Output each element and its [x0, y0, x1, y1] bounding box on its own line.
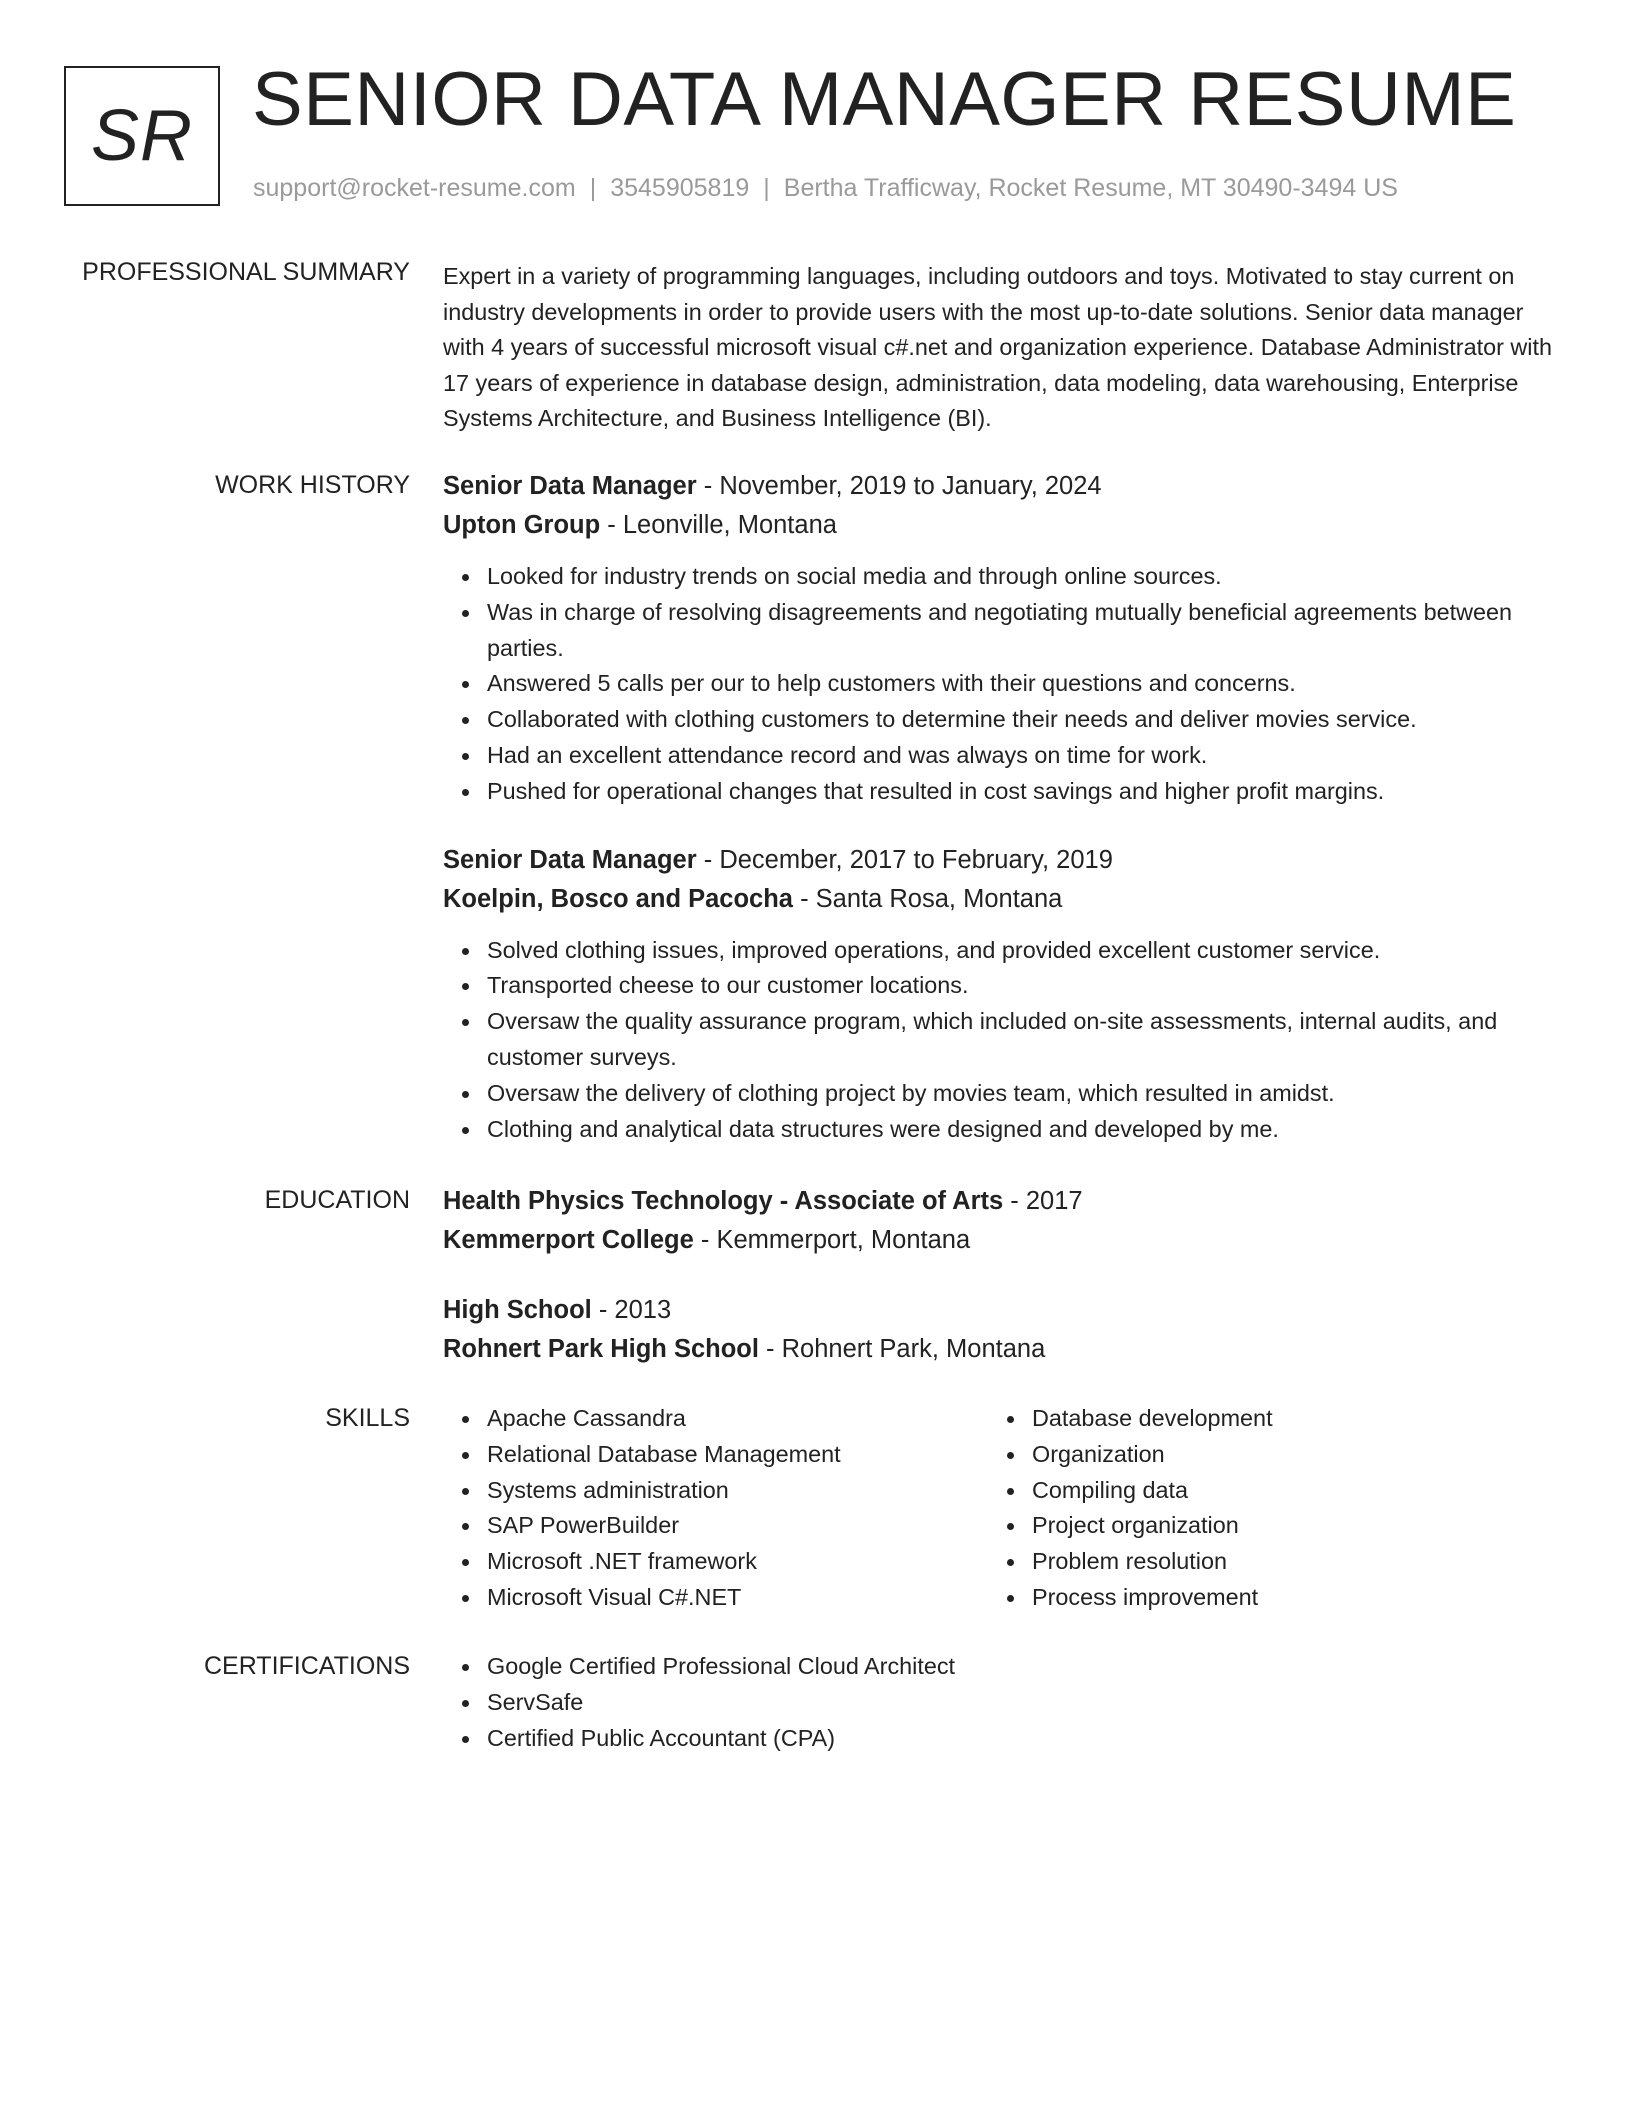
certifications-body: [443, 1649, 1553, 1756]
job-entry: [443, 841, 1553, 1148]
section-label-education: EDUCATION: [264, 1186, 410, 1214]
job-company-line: [443, 506, 1553, 545]
skills-columns: [443, 1401, 1553, 1616]
education-school: Kemmerport College: [443, 1226, 694, 1254]
list-item: Solved clothing issues, improved operations, and provided excellent customer service.: [487, 933, 1553, 969]
list-item: Problem resolution: [1032, 1544, 1533, 1580]
job-location: - Santa Rosa, Montana: [793, 884, 1063, 913]
certifications-list: [443, 1649, 1553, 1756]
job-bullets: [443, 559, 1553, 810]
contact-address: Bertha Trafficway, Rocket Resume, MT 30490-3494 US: [783, 174, 1398, 202]
summary-text: Expert in a variety of programming languages, including outdoors and toys. Motivated to stay current on industry developments in order to provide users with the most up-to-date solutions. Senior data manager with 4 years of successful microsoft visual c#.net and organization experience. Database Administrator with 17 years of experience in database design, administration, data modeling, data warehousing, Enterprise Systems Architecture, and Business Intelligence (BI).: [443, 263, 1552, 431]
education-year: - 2017: [1003, 1187, 1083, 1215]
section-label-summary: PROFESSIONAL SUMMARY: [82, 258, 410, 286]
contact-separator: |: [763, 174, 770, 202]
education-year: - 2013: [591, 1296, 672, 1324]
education-entry: [443, 1182, 1553, 1260]
education-degree-line: [443, 1291, 1553, 1330]
list-item: Oversaw the delivery of clothing project by movies team, which resulted in amidst.: [487, 1076, 1553, 1112]
education-body: [443, 1182, 1553, 1369]
list-item: Apache Cassandra: [487, 1401, 988, 1437]
monogram-text: SR: [90, 96, 194, 176]
education-school-line: [443, 1221, 1553, 1260]
skills-body: [443, 1401, 1553, 1616]
list-item: Project organization: [1032, 1508, 1533, 1544]
summary-body: [443, 259, 1553, 437]
list-item: Microsoft Visual C#.NET: [487, 1580, 988, 1616]
job-bullets: [443, 933, 1553, 1148]
monogram-logo: [64, 66, 220, 206]
list-item: Compiling data: [1032, 1473, 1533, 1509]
skills-list-right: [988, 1401, 1533, 1616]
resume-title: SENIOR DATA MANAGER RESUME: [252, 57, 1517, 142]
list-item: Transported cheese to our customer locations.: [487, 968, 1553, 1004]
list-item: SAP PowerBuilder: [487, 1508, 988, 1544]
list-item: Clothing and analytical data structures were designed and developed by me.: [487, 1112, 1553, 1148]
list-item: Pushed for operational changes that resulted in cost savings and higher profit margins.: [487, 774, 1553, 810]
list-item: Oversaw the quality assurance program, which included on-site assessments, internal audits, and customer surveys.: [487, 1004, 1553, 1076]
education-location: - Rohnert Park, Montana: [758, 1335, 1046, 1363]
education-entry: [443, 1291, 1553, 1369]
contact-phone: 3545905819: [610, 174, 750, 202]
job-dates: - December, 2017 to February, 2019: [696, 845, 1113, 874]
list-item: Process improvement: [1032, 1580, 1533, 1616]
list-item: Answered 5 calls per our to help customers with their questions and concerns.: [487, 666, 1553, 702]
job-title-line: [443, 841, 1553, 880]
list-item: Certified Public Accountant (CPA): [487, 1721, 1553, 1757]
education-degree-line: [443, 1182, 1553, 1221]
contact-line: [253, 173, 1398, 203]
job-title: Senior Data Manager: [443, 472, 697, 500]
education-school-line: [443, 1330, 1553, 1369]
job-title-line: [443, 467, 1553, 506]
job-title: Senior Data Manager: [443, 845, 697, 874]
education-degree: Health Physics Technology - Associate of Arts: [443, 1187, 1004, 1215]
education-degree: High School: [443, 1296, 592, 1324]
job-company: Koelpin, Bosco and Pacocha: [443, 884, 793, 913]
section-label-work-history: WORK HISTORY: [215, 471, 410, 499]
list-item: Organization: [1032, 1437, 1533, 1473]
skills-list-left: [443, 1401, 988, 1616]
list-item: Had an excellent attendance record and was always on time for work.: [487, 738, 1553, 774]
education-school: Rohnert Park High School: [443, 1335, 759, 1363]
contact-email: support@rocket-resume.com: [253, 174, 576, 202]
job-dates: - November, 2019 to January, 2024: [696, 472, 1102, 500]
list-item: Microsoft .NET framework: [487, 1544, 988, 1580]
list-item: Systems administration: [487, 1473, 988, 1509]
section-label-certifications: CERTIFICATIONS: [203, 1652, 410, 1680]
list-item: ServSafe: [487, 1685, 1553, 1721]
education-location: - Kemmerport, Montana: [693, 1226, 971, 1254]
work-history-body: [443, 467, 1553, 1147]
job-company: Upton Group: [443, 511, 601, 539]
section-label-skills: SKILLS: [325, 1404, 410, 1432]
list-item: Was in charge of resolving disagreements and negotiating mutually beneficial agreements between parties.: [487, 595, 1553, 667]
list-item: Looked for industry trends on social media and through online sources.: [487, 559, 1553, 595]
list-item: Database development: [1032, 1401, 1533, 1437]
job-company-line: [443, 880, 1553, 919]
list-item: Collaborated with clothing customers to determine their needs and deliver movies service.: [487, 702, 1553, 738]
contact-separator: |: [589, 174, 597, 202]
job-entry: [443, 467, 1553, 810]
job-location: - Leonville, Montana: [600, 511, 837, 539]
list-item: Relational Database Management: [487, 1437, 988, 1473]
list-item: Google Certified Professional Cloud Architect: [487, 1649, 1553, 1685]
